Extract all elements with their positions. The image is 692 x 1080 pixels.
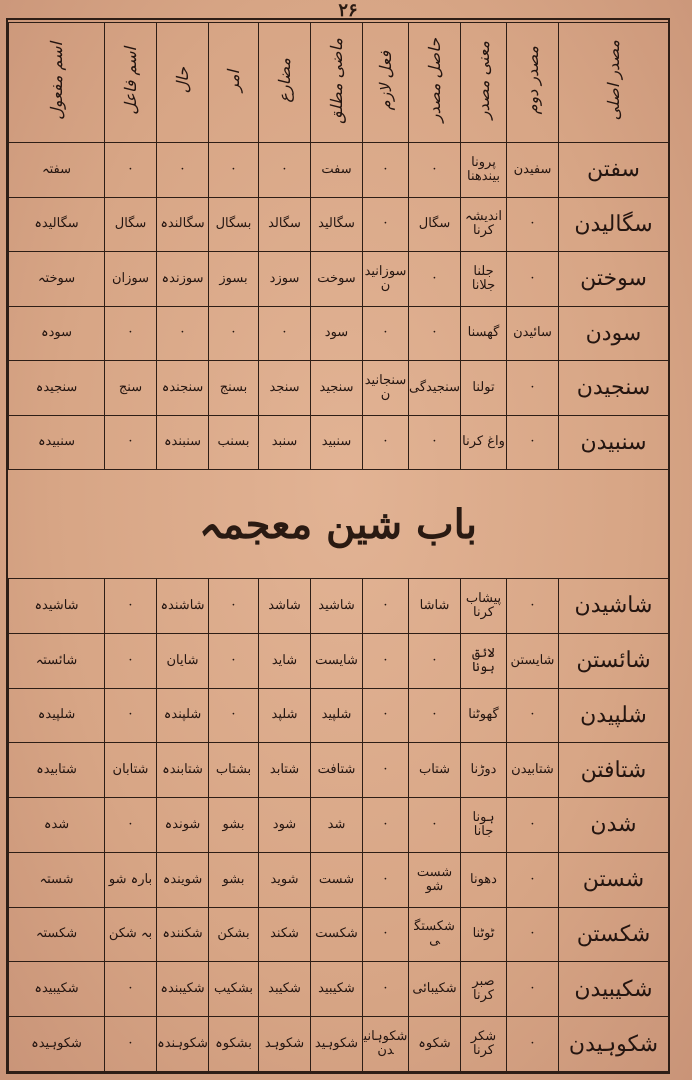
form-cell: شد	[311, 798, 363, 853]
form-cell: پیشاب کرنا	[461, 579, 507, 634]
form-cell: ·	[507, 361, 559, 416]
infinitive-cell: سگالیدن	[559, 197, 669, 252]
form-cell: شایستن	[507, 633, 559, 688]
form-cell: سنبیدہ	[9, 415, 105, 470]
infinitive-cell: سفتن	[559, 143, 669, 198]
column-header-label: معنی مصدر	[474, 41, 493, 120]
table-row	[9, 143, 669, 198]
form-cell: ·	[363, 907, 409, 962]
form-cell: شتاب	[409, 743, 461, 798]
form-cell: شاشا	[409, 579, 461, 634]
infinitive-cell: شستن	[559, 852, 669, 907]
form-cell: ·	[105, 962, 157, 1017]
form-cell: سوخت	[311, 252, 363, 307]
form-cell: سوزد	[259, 252, 311, 307]
form-cell: ·	[209, 306, 259, 361]
form-cell: سفت	[311, 143, 363, 198]
form-cell: لائق ہونا	[461, 633, 507, 688]
form-cell: شاید	[259, 633, 311, 688]
form-cell: صبر کرنا	[461, 962, 507, 1017]
conjugation-table-bottom	[8, 578, 669, 1072]
form-cell: ·	[409, 143, 461, 198]
form-cell: بہ شکن	[105, 907, 157, 962]
form-cell: شکوہندہ	[157, 1017, 209, 1072]
form-cell: سگال	[105, 197, 157, 252]
form-cell: شاشندہ	[157, 579, 209, 634]
form-cell: سوزانیدن	[363, 252, 409, 307]
column-header-label: اسم فاعل	[121, 46, 140, 115]
form-cell: شست شو	[409, 852, 461, 907]
form-cell: بارہ شو	[105, 852, 157, 907]
infinitive-cell: شائستن	[559, 633, 669, 688]
form-cell: ·	[363, 633, 409, 688]
form-cell: سنجیدگی	[409, 361, 461, 416]
column-header	[409, 23, 461, 143]
form-cell: شکوہید	[311, 1017, 363, 1072]
form-cell: شدہ	[9, 798, 105, 853]
form-cell: بشو	[209, 798, 259, 853]
form-cell: ·	[507, 798, 559, 853]
form-cell: شکستہ	[9, 907, 105, 962]
column-header	[157, 23, 209, 143]
form-cell: شکند	[259, 907, 311, 962]
form-cell: ·	[363, 743, 409, 798]
form-cell: شکیبیدہ	[9, 962, 105, 1017]
infinitive-cell: شکوہیدن	[559, 1017, 669, 1072]
form-cell: سگالید	[311, 197, 363, 252]
form-cell: شوید	[259, 852, 311, 907]
form-cell: بشکیب	[209, 962, 259, 1017]
form-cell: پرونا بیندھنا	[461, 143, 507, 198]
form-cell: سگالیدہ	[9, 197, 105, 252]
form-cell: سوزان	[105, 252, 157, 307]
column-header-label: فعل لازم	[376, 50, 395, 111]
form-cell: ·	[507, 252, 559, 307]
form-cell: شلپد	[259, 688, 311, 743]
form-cell: ·	[363, 798, 409, 853]
form-cell: ٹوٹنا	[461, 907, 507, 962]
column-header-label: مضارع	[275, 58, 294, 103]
form-cell: گھوٹنا	[461, 688, 507, 743]
form-cell: ·	[209, 633, 259, 688]
column-header-label: مصدر اصلی	[604, 40, 623, 121]
form-cell: سنجانیدن	[363, 361, 409, 416]
form-cell: شکوہیدہ	[9, 1017, 105, 1072]
header-row	[9, 23, 669, 143]
section-heading: باب شین معجمہ	[199, 500, 477, 548]
form-cell: سنجد	[259, 361, 311, 416]
infinitive-cell: سنبیدن	[559, 415, 669, 470]
form-cell: شکیبید	[311, 962, 363, 1017]
table-row	[9, 743, 669, 798]
form-cell: شکوہد	[259, 1017, 311, 1072]
form-cell: بشکن	[209, 907, 259, 962]
form-cell: شست	[311, 852, 363, 907]
form-cell: بسوز	[209, 252, 259, 307]
form-cell: سگالندہ	[157, 197, 209, 252]
form-cell: شتابندہ	[157, 743, 209, 798]
form-cell: ·	[409, 688, 461, 743]
column-header	[259, 23, 311, 143]
form-cell: واغ کرنا	[461, 415, 507, 470]
form-cell: ·	[209, 143, 259, 198]
form-cell: شکیبد	[259, 962, 311, 1017]
form-cell: سائیدن	[507, 306, 559, 361]
form-cell: ·	[409, 252, 461, 307]
form-cell: شتابد	[259, 743, 311, 798]
table-row	[9, 1017, 669, 1072]
column-header	[461, 23, 507, 143]
infinitive-cell: سودن	[559, 306, 669, 361]
form-cell: ·	[105, 633, 157, 688]
form-cell: ·	[409, 798, 461, 853]
form-cell: سگال	[409, 197, 461, 252]
table-row	[9, 962, 669, 1017]
form-cell: ·	[209, 579, 259, 634]
form-cell: گھسنا	[461, 306, 507, 361]
table-row	[9, 688, 669, 743]
form-cell: ·	[105, 1017, 157, 1072]
form-cell: دھونا	[461, 852, 507, 907]
form-cell: ·	[507, 688, 559, 743]
column-header	[209, 23, 259, 143]
form-cell: سگالد	[259, 197, 311, 252]
infinitive-cell: شتافتن	[559, 743, 669, 798]
form-cell: شکوہانیدن	[363, 1017, 409, 1072]
form-cell: شکر کرنا	[461, 1017, 507, 1072]
table-row	[9, 306, 669, 361]
form-cell: ·	[507, 1017, 559, 1072]
form-cell: ·	[409, 633, 461, 688]
form-cell: ·	[507, 579, 559, 634]
form-cell: سنبد	[259, 415, 311, 470]
form-cell: شوندہ	[157, 798, 209, 853]
form-cell: بسگال	[209, 197, 259, 252]
form-cell: سود	[311, 306, 363, 361]
table-row	[9, 852, 669, 907]
form-cell: شتافت	[311, 743, 363, 798]
form-cell: شکست	[311, 907, 363, 962]
infinitive-cell: شکستن	[559, 907, 669, 962]
table-row	[9, 361, 669, 416]
form-cell: تولنا	[461, 361, 507, 416]
form-cell: شکوہ	[409, 1017, 461, 1072]
conjugation-table-top	[8, 22, 669, 470]
form-cell: شلپید	[311, 688, 363, 743]
form-cell: سنجندہ	[157, 361, 209, 416]
form-cell: ·	[363, 688, 409, 743]
form-cell: ·	[259, 306, 311, 361]
column-header	[9, 23, 105, 143]
page-number: ۲۶	[338, 0, 358, 21]
infinitive-cell: شدن	[559, 798, 669, 853]
form-cell: شایان	[157, 633, 209, 688]
form-cell: ·	[105, 415, 157, 470]
infinitive-cell: شاشیدن	[559, 579, 669, 634]
form-cell: شاشد	[259, 579, 311, 634]
column-header-label: مصدر دوم	[523, 46, 542, 115]
form-cell: شاشیدہ	[9, 579, 105, 634]
form-cell: ·	[363, 306, 409, 361]
form-cell: شکیبندہ	[157, 962, 209, 1017]
form-cell: سنجید	[311, 361, 363, 416]
form-cell: ·	[259, 143, 311, 198]
form-cell: سودہ	[9, 306, 105, 361]
form-cell: ·	[363, 579, 409, 634]
form-cell: ·	[409, 415, 461, 470]
column-header-label: اسم مفعول	[47, 41, 66, 120]
form-cell: ·	[105, 306, 157, 361]
column-header-label: حال	[173, 67, 192, 94]
form-cell: ·	[363, 415, 409, 470]
form-cell: شود	[259, 798, 311, 853]
form-cell: بسنج	[209, 361, 259, 416]
column-header	[311, 23, 363, 143]
form-cell: شلپندہ	[157, 688, 209, 743]
form-cell: بشتاب	[209, 743, 259, 798]
form-cell: سوزندہ	[157, 252, 209, 307]
column-header-label: امر	[224, 69, 243, 92]
form-cell: ·	[157, 143, 209, 198]
form-cell: ہونا جانا	[461, 798, 507, 853]
form-cell: ·	[409, 306, 461, 361]
form-cell: ·	[507, 962, 559, 1017]
form-cell: سوختہ	[9, 252, 105, 307]
column-header	[105, 23, 157, 143]
form-cell: بشکوہ	[209, 1017, 259, 1072]
form-cell: دوڑنا	[461, 743, 507, 798]
form-cell: شکنندہ	[157, 907, 209, 962]
column-header	[559, 23, 669, 143]
form-cell: ·	[105, 143, 157, 198]
form-cell: شتابیدہ	[9, 743, 105, 798]
form-cell: ·	[507, 197, 559, 252]
table-row	[9, 252, 669, 307]
form-cell: شلپیدہ	[9, 688, 105, 743]
form-cell: ·	[105, 688, 157, 743]
table-row	[9, 579, 669, 634]
infinitive-cell: شلپیدن	[559, 688, 669, 743]
table-row	[9, 798, 669, 853]
form-cell: شاشید	[311, 579, 363, 634]
column-header	[507, 23, 559, 143]
form-cell: ·	[363, 197, 409, 252]
form-cell: شایست	[311, 633, 363, 688]
form-cell: سفتہ	[9, 143, 105, 198]
table-row	[9, 633, 669, 688]
infinitive-cell: شکیبیدن	[559, 962, 669, 1017]
form-cell: ·	[507, 852, 559, 907]
form-cell: ·	[507, 415, 559, 470]
column-header-label: ماضی مطلق	[327, 37, 346, 124]
infinitive-cell: سنجیدن	[559, 361, 669, 416]
form-cell: ·	[363, 143, 409, 198]
column-header	[363, 23, 409, 143]
form-cell: جلنا جلانا	[461, 252, 507, 307]
form-cell: ·	[507, 907, 559, 962]
form-cell: بشو	[209, 852, 259, 907]
form-cell: شتابیدن	[507, 743, 559, 798]
form-cell: شستہ	[9, 852, 105, 907]
form-cell: سنج	[105, 361, 157, 416]
form-cell: سنبید	[311, 415, 363, 470]
form-cell: سنجیدہ	[9, 361, 105, 416]
form-cell: اندیشہ کرنا	[461, 197, 507, 252]
table-row	[9, 415, 669, 470]
table-row	[9, 197, 669, 252]
form-cell: ·	[157, 306, 209, 361]
infinitive-cell: سوختن	[559, 252, 669, 307]
column-header-label: حاصل مصدر	[425, 38, 444, 123]
form-cell: ·	[363, 852, 409, 907]
form-cell: بسنب	[209, 415, 259, 470]
form-cell: ·	[105, 798, 157, 853]
form-cell: شکیبائی	[409, 962, 461, 1017]
form-cell: شائستہ	[9, 633, 105, 688]
form-cell: ·	[105, 579, 157, 634]
form-cell: ·	[363, 962, 409, 1017]
form-cell: سفیدن	[507, 143, 559, 198]
form-cell: شتابان	[105, 743, 157, 798]
form-cell: شکستگی	[409, 907, 461, 962]
table-row	[9, 907, 669, 962]
form-cell: ·	[209, 688, 259, 743]
form-cell: شویندہ	[157, 852, 209, 907]
form-cell: سنبندہ	[157, 415, 209, 470]
